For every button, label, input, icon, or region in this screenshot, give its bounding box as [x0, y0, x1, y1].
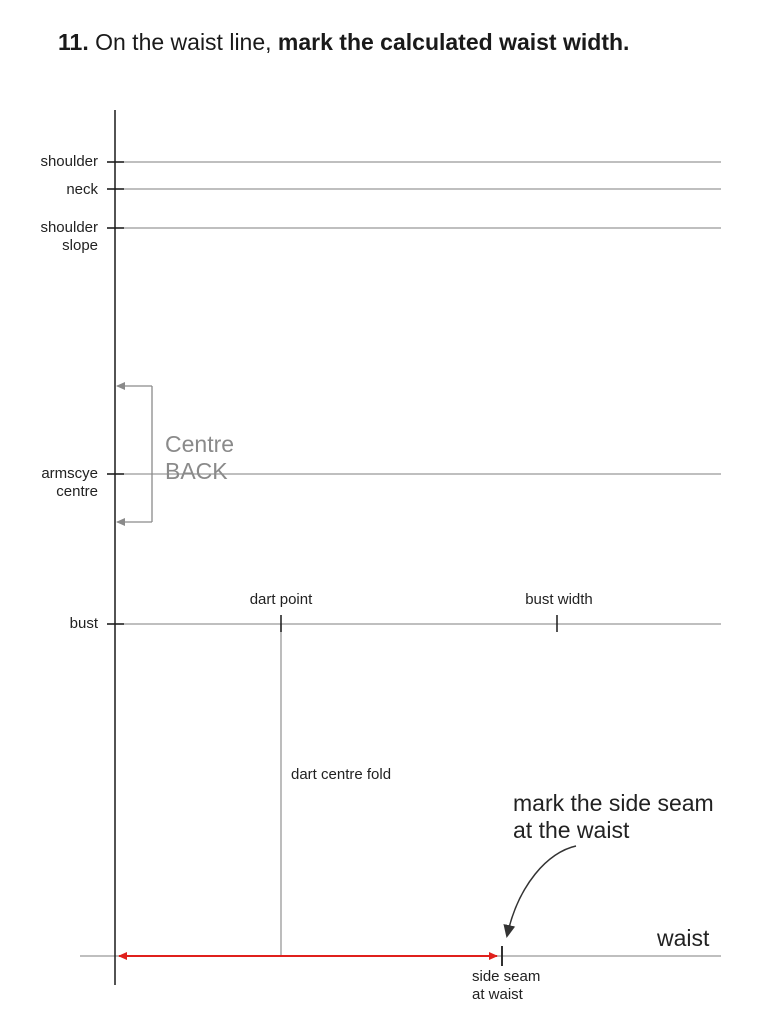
step-text: On the waist line, — [95, 29, 278, 55]
shoulder-label: shoulder — [40, 153, 98, 170]
centre-back-label-2: BACK — [165, 458, 228, 484]
armscye-label: armscye — [41, 465, 98, 482]
shoulder-slope-label-2: slope — [62, 237, 98, 254]
step-number: 11. — [58, 29, 89, 55]
callout-label-2: at the waist — [513, 817, 630, 843]
neck-label: neck — [66, 181, 98, 198]
bust-label: bust — [69, 615, 98, 632]
centre-back-label: Centre — [165, 431, 235, 457]
side-seam-label-2: at waist — [472, 986, 523, 1003]
callout-arrow — [507, 846, 576, 936]
step-emphasis: mark the calculated waist width. — [277, 29, 630, 55]
callout-label: mark the side seam — [513, 790, 714, 816]
bust-width-label: bust width — [525, 591, 593, 608]
dart-point-label: dart point — [249, 591, 313, 608]
side-seam-label: side seam — [472, 968, 541, 985]
armscye-label-2: centre — [56, 483, 98, 500]
dart-centre-fold-label: dart centre fold — [291, 766, 392, 783]
waist-label: waist — [657, 925, 710, 951]
shoulder-slope-label: shoulder — [40, 219, 98, 236]
